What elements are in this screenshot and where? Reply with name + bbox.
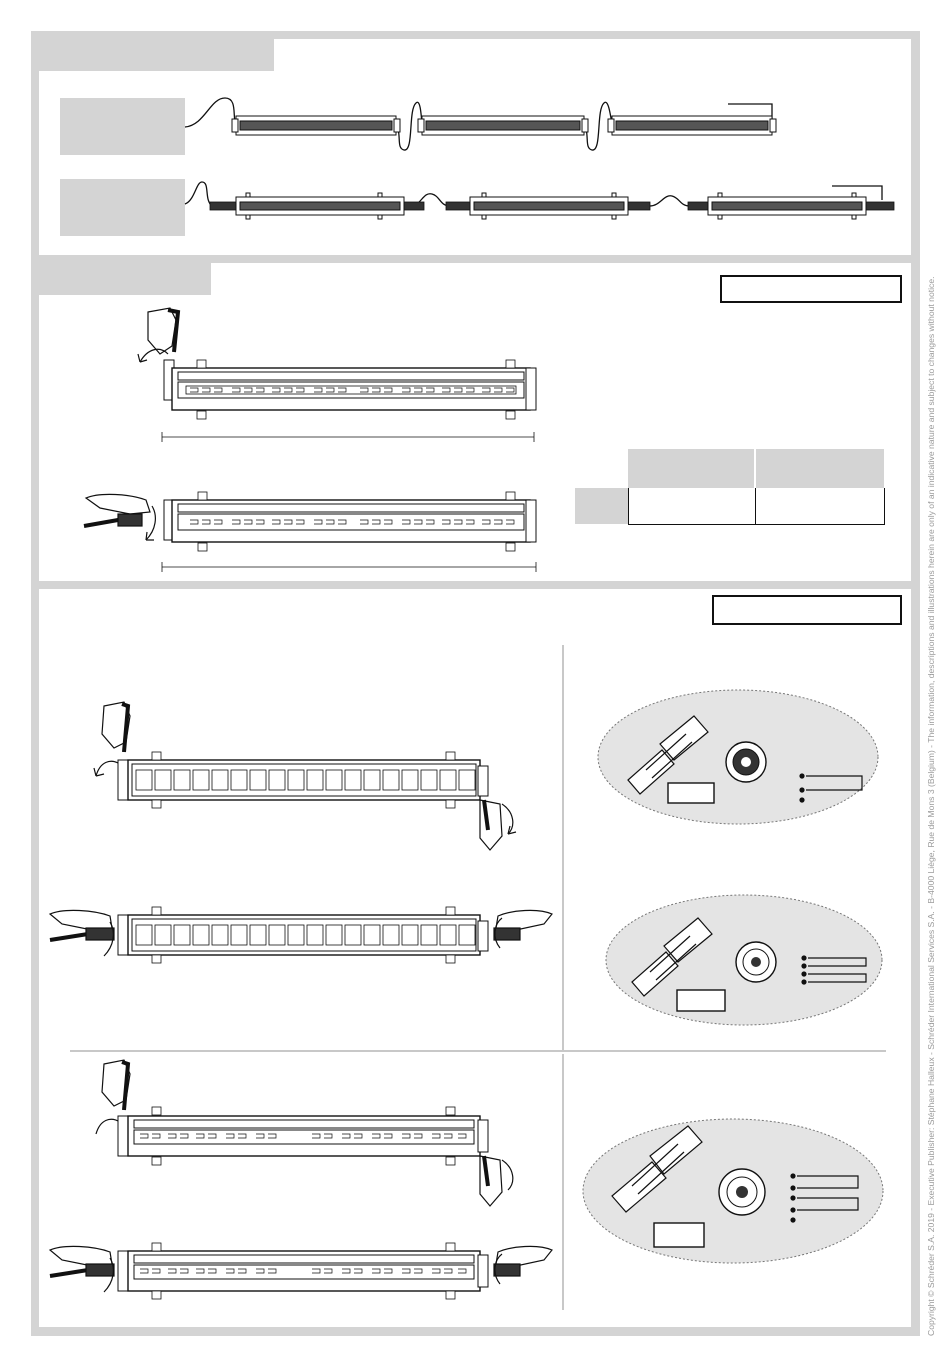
connector-reference-box	[654, 1223, 704, 1247]
copyright-notice: Copyright © Schréder S.A. 2019 - Executive Publisher: Stéphane Halleux - Schréder International Services S.A. - B-4000 Liège, Rue de Mons 3 (Belgium) - The information, descriptions and illustrations herein are only of an indicative nature and subject to changes without notice.	[926, 276, 936, 1336]
connector-socket-icon	[719, 1169, 765, 1215]
